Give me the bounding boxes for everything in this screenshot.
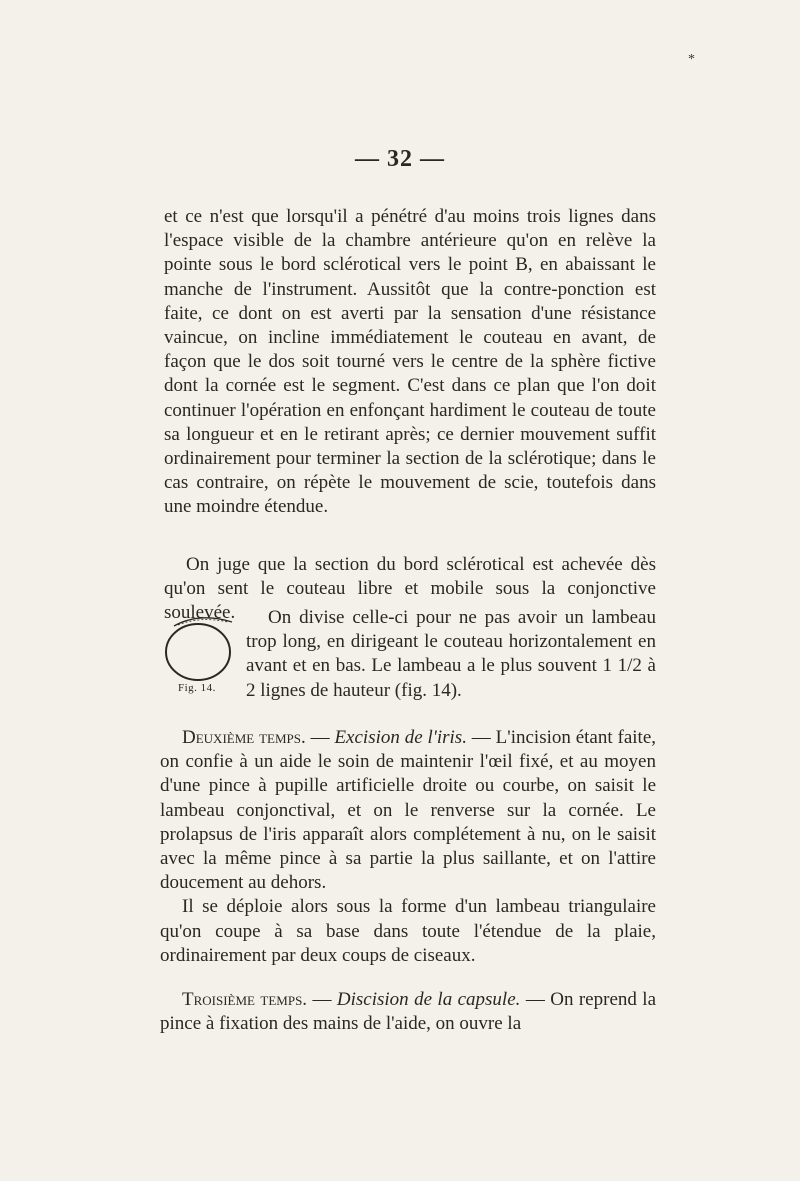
- paragraph-1: [164, 186, 656, 539]
- paragraph-2-text: On juge que la section du bord sclérotical est achevée dès qu'on sent le couteau libre et mobile sous la conjonctive soulevée.: [164, 554, 656, 624]
- section-3-title: Discision de la capsule.: [336, 989, 521, 1010]
- page-number: — 32 —: [355, 146, 445, 172]
- figure-caption: Fig. 14.: [178, 682, 216, 694]
- section-troisieme-temps: [160, 988, 656, 1036]
- section-2-para-2: Il se déploie alors sous la forme d'un lambeau triangulaire qu'on coupe à sa base dans toute l'étendue de la plaie, ordinairement par deux coups de ciseaux.: [160, 896, 656, 966]
- section-3-para-1: [160, 988, 656, 1036]
- section-3-dash: —: [307, 989, 337, 1010]
- eye-flap-diagram-icon: [160, 608, 238, 682]
- paragraph-3: [246, 606, 656, 703]
- section-2-heading: Deuxième temps.: [182, 727, 306, 748]
- section-2-title: Excision de l'iris.: [334, 727, 467, 748]
- section-2-dash: —: [305, 727, 335, 748]
- paragraph-3-text: On divise celle-ci pour ne pas avoir un lambeau trop long, en dirigeant le couteau horizontalement en avant et en bas. Le lambeau a le plus souvent 1 1/2 à 2 lignes de hauteur (fig. 14).: [246, 607, 656, 701]
- section-3-heading: Troisième temps.: [182, 989, 308, 1010]
- paragraph-1-text: et ce n'est que lorsqu'il a pénétré d'au moins trois lignes dans l'espace visible de la chambre antérieure qu'on en relève la pointe sous le bord sclérotical vers le point B, en abaissant le manche de l'instrument. Aussitôt que la contre-ponction est faite, ce dont on est averti par la sensation d'une résistance vaincue, on incline immédiatement le couteau en avant, de façon que le dos soit tourné vers le centre de la sphère fictive dont la cornée est le segment. C'est dans ce plan que l'on doit continuer l'opération en enfonçant hardiment le couteau de toute sa longueur et en le retirant après; ce dernier mouvement suffit ordinairement pour terminer la section de la sclérotique; dans le cas contraire, on répète le mouvement de scie, toutefois dans une moindre étendue.: [164, 206, 656, 518]
- section-deuxieme-temps: [160, 726, 656, 968]
- corner-mark: *: [688, 52, 695, 67]
- section-3-text: — On reprend la pince à fixation des mains de l'aide, on ouvre la: [160, 989, 656, 1035]
- section-2-text: — L'incision étant faite, on confie à un aide le soin de maintenir l'œil fixé, et au moyen d'une pince à pupille artificielle droite ou courbe, on saisit le lambeau conjonctival, et on le renverse sur la cornée. Le prolapsus de l'iris apparaît alors complétement à nu, on le saisit avec la même pince à sa partie la plus saillante, et on l'attire doucement au dehors.: [160, 727, 657, 894]
- figure-14: [160, 608, 238, 704]
- section-2-para-1: [160, 726, 656, 895]
